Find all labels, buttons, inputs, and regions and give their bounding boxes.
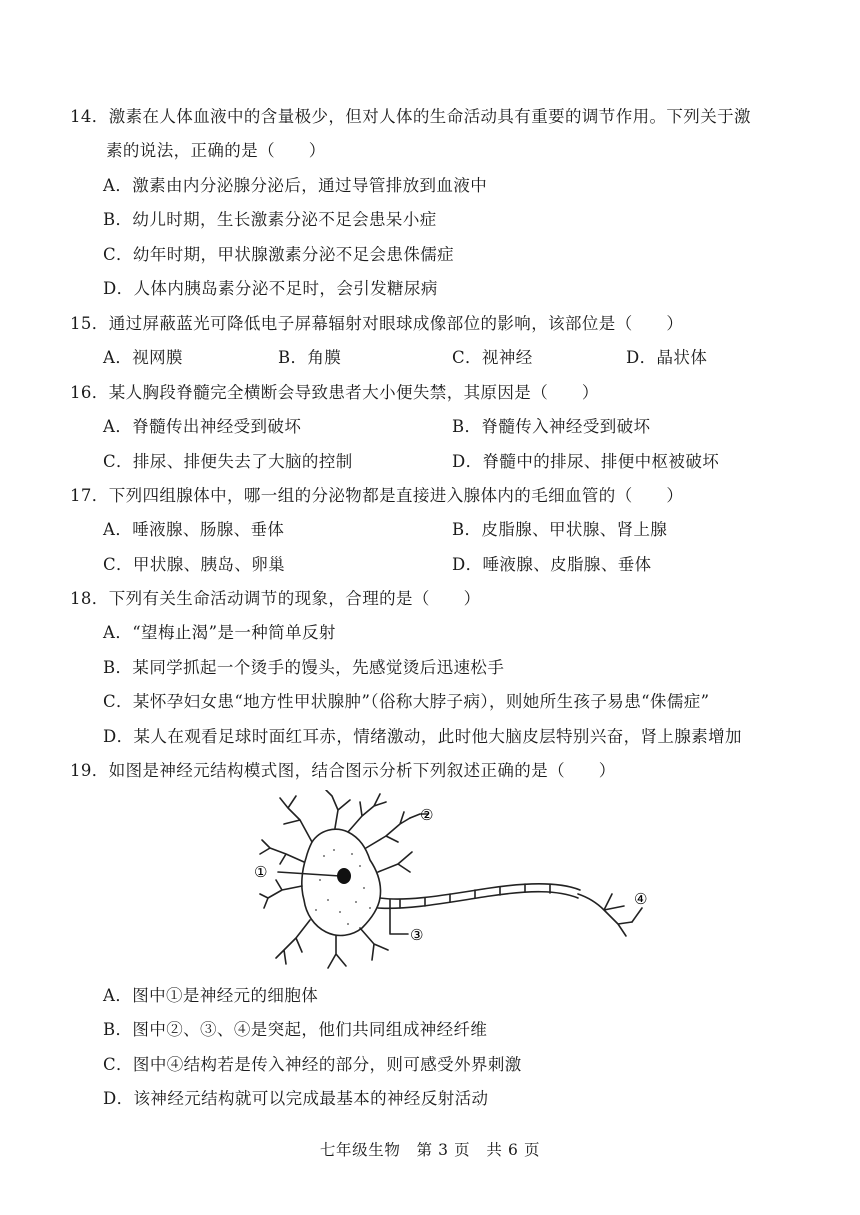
question-17-option-c: C．甲状腺、胰岛、卵巢 <box>103 555 286 574</box>
question-16-stem: 16．某人胸段脊髓完全横断会导致患者大小便失禁，其原因是（ ） <box>70 383 599 402</box>
question-17-option-b: B．皮脂腺、甲状腺、肾上腺 <box>452 520 668 539</box>
figure-label-1: ① <box>254 863 268 881</box>
question-18-option-b: B．某同学抓起一个烫手的馒头，先感觉烫后迅速松手 <box>103 658 505 677</box>
question-19-option-a: A．图中①是神经元的细胞体 <box>103 986 319 1005</box>
axon-terminal <box>578 894 632 936</box>
question-19-stem: 19．如图是神经元结构模式图，结合图示分析下列叙述正确的是（ ） <box>70 761 616 780</box>
neuron-diagram <box>240 790 650 975</box>
question-19-option-b: B．图中②、③、④是突起，他们共同组成神经纤维 <box>103 1020 488 1039</box>
neuron-nucleus <box>337 868 351 884</box>
question-14-option-c: C．幼年时期，甲状腺激素分泌不足会患侏儒症 <box>103 245 455 264</box>
dendrite <box>260 840 304 864</box>
question-14-option-d: D．人体内胰岛素分泌不足时，会引发糖尿病 <box>103 279 438 298</box>
question-16-option-d: D．脊髓中的排尿、排便中枢被破坏 <box>452 452 720 471</box>
question-14-stem: 14．激素在人体血液中的含量极少，但对人体的生命活动具有重要的调节作用。下列关于激 <box>70 107 751 126</box>
question-18-option-c: C．某怀孕妇女患“地方性甲状腺肿”（俗称大脖子病），则她所生孩子易患“侏儒症” <box>103 692 710 711</box>
axon <box>378 892 578 909</box>
dendrite <box>280 796 312 842</box>
question-19-option-d: D．该神经元结构就可以完成最基本的神经反射活动 <box>103 1089 489 1108</box>
question-15-stem: 15．通过屏蔽蓝光可降低电子屏幕辐射对眼球成像部位的影响，该部位是（ ） <box>70 314 684 333</box>
leader-line-1 <box>278 872 340 876</box>
question-19-option-c: C．图中④结构若是传入神经的部分，则可感受外界刺激 <box>103 1055 522 1074</box>
question-15-option-c: C．视神经 <box>452 348 533 367</box>
question-18-option-a: A．“望梅止渴”是一种简单反射 <box>103 623 336 642</box>
figure-label-3: ③ <box>410 926 424 944</box>
dendrite <box>326 790 350 828</box>
question-17-option-d: D．唾液腺、皮脂腺、垂体 <box>452 555 652 574</box>
question-17-stem: 17．下列四组腺体中，哪一组的分泌物都是直接进入腺体内的毛细血管的（ ） <box>70 486 684 505</box>
page-footer: 七年级生物 第 3 页 共 6 页 <box>319 1141 541 1159</box>
question-14-option-b: B．幼儿时期，生长激素分泌不足会患呆小症 <box>103 210 437 229</box>
question-16-option-b: B．脊髓传入神经受到破坏 <box>452 417 651 436</box>
question-17-option-a: A．唾液腺、肠腺、垂体 <box>103 520 285 539</box>
question-16-option-c: C．排尿、排便失去了大脑的控制 <box>103 452 353 471</box>
question-14-option-a: A．激素由内分泌腺分泌后，通过导管排放到血液中 <box>103 176 488 195</box>
question-15-option-d: D．晶状体 <box>626 348 708 367</box>
question-15-option-b: B．角膜 <box>278 348 342 367</box>
dendrite <box>276 920 310 964</box>
question-16-option-a: A．脊髓传出神经受到破坏 <box>103 417 302 436</box>
dendrite <box>366 812 410 848</box>
question-15-option-a: A．视网膜 <box>103 348 183 367</box>
dendrite <box>348 794 386 832</box>
cytoplasm-dots <box>315 849 371 925</box>
dendrite <box>328 936 346 968</box>
myelin-sheath <box>400 884 550 908</box>
leader-line-3 <box>390 900 408 934</box>
dendrite <box>378 852 412 872</box>
figure-label-2: ② <box>420 806 434 824</box>
question-18-option-d: D．某人在观看足球时面红耳赤，情绪激动，此时他大脑皮层特别兴奋，肾上腺素增加 <box>103 727 742 746</box>
question-14-stem-cont: 素的说法，正确的是（ ） <box>106 141 326 160</box>
figure-label-4: ④ <box>634 890 648 908</box>
dendrite <box>260 880 302 908</box>
question-18-stem: 18．下列有关生命活动调节的现象，合理的是（ ） <box>70 589 481 608</box>
dendrite <box>360 928 388 960</box>
leader-line-4 <box>632 908 642 922</box>
